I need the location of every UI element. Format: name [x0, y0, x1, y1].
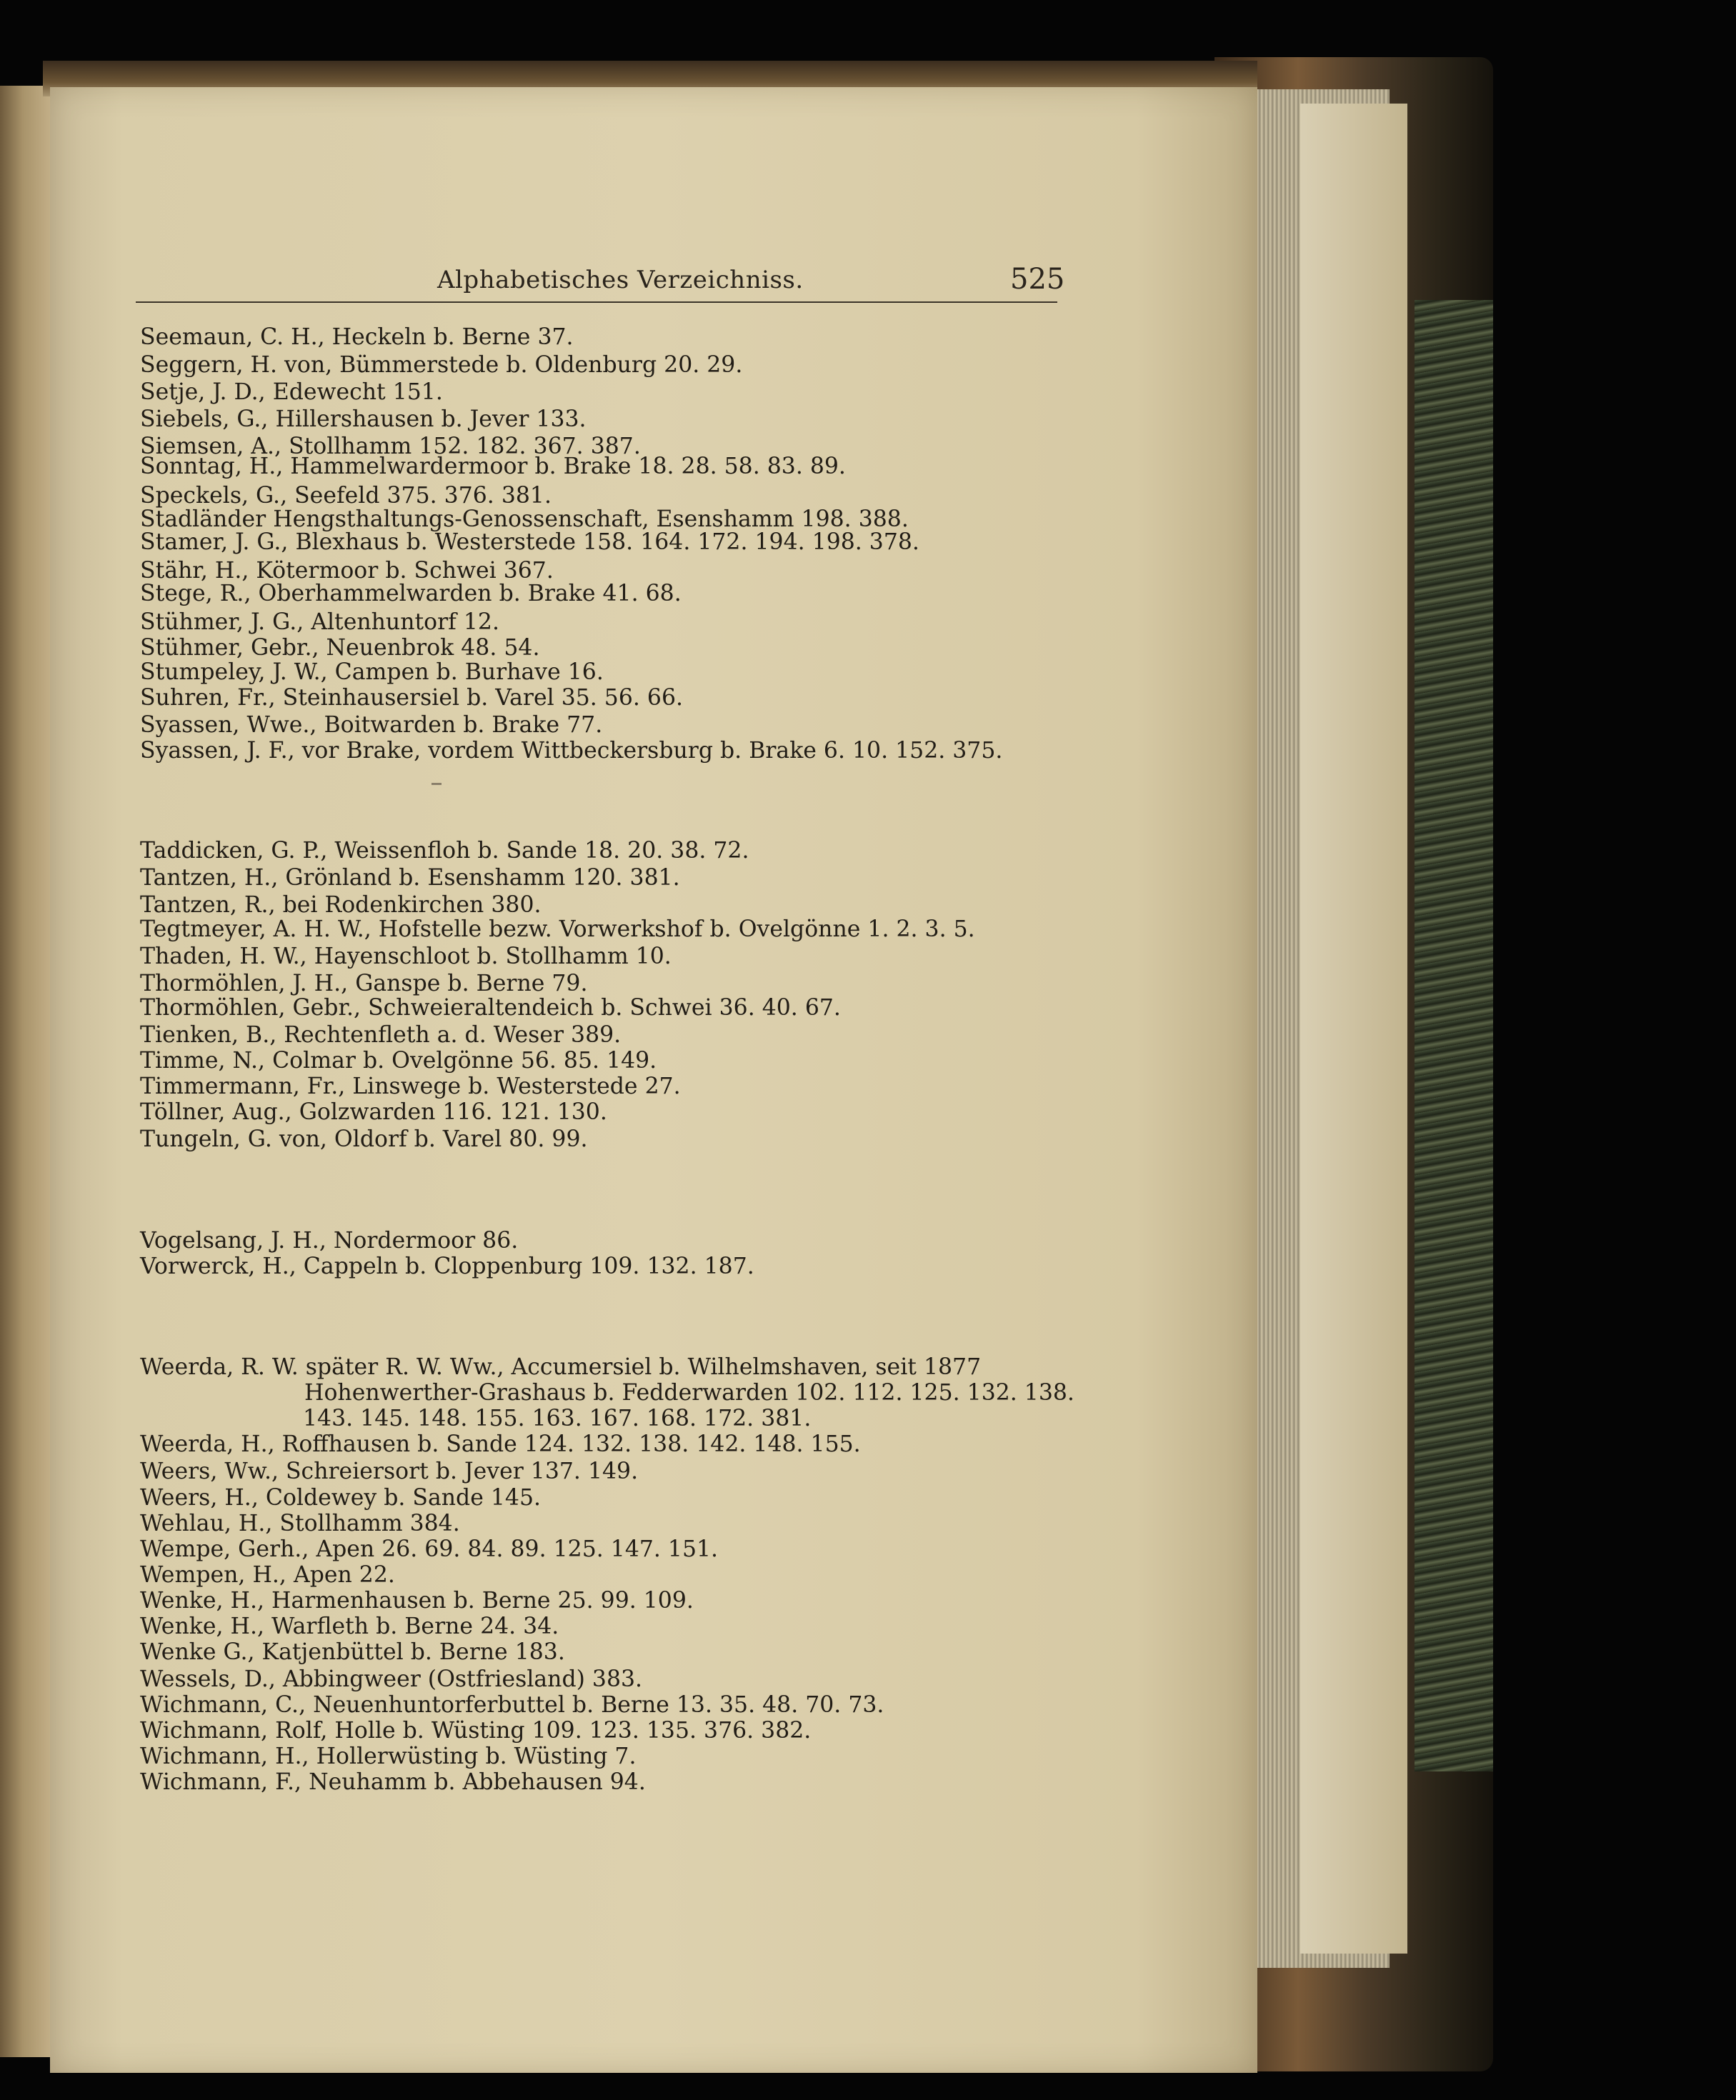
index-entry: Wenke, H., Warfleth b. Berne 24. 34. — [140, 1614, 559, 1639]
index-entry: Suhren, Fr., Steinhausersiel b. Varel 35. 56. 66. — [140, 685, 684, 711]
index-entry: Seemaun, C. H., Heckeln b. Berne 37. — [140, 324, 574, 350]
index-entry-weerda-continued: Hohenwerther-Grashaus b. Fedderwarden 102. 112. 125. 132. 138. — [304, 1380, 1074, 1406]
index-entry: Timme, N., Colmar b. Ovelgönne 56. 85. 149. — [140, 1048, 657, 1074]
index-entry: Thaden, H. W., Hayenschloot b. Stollhamm 10. — [140, 944, 672, 969]
index-entry: Wichmann, C., Neuenhuntorferbuttel b. Berne 13. 35. 48. 70. 73. — [140, 1692, 884, 1718]
adjacent-page-edge — [1300, 104, 1407, 1954]
index-entry: Weerda, H., Roffhausen b. Sande 124. 132. 138. 142. 148. 155. — [140, 1431, 861, 1457]
page-number: 525 — [1010, 263, 1065, 296]
index-entry: Stühmer, J. G., Altenhuntorf 12. — [140, 609, 499, 635]
print-mark — [431, 783, 442, 785]
marbled-cover — [1415, 300, 1493, 1771]
index-entry: Syassen, J. F., vor Brake, vordem Wittbeckersburg b. Brake 6. 10. 152. 375. — [140, 738, 1003, 764]
index-entry: Tantzen, H., Grönland b. Esenshamm 120. 381. — [140, 865, 680, 891]
index-entry: Taddicken, G. P., Weissenfloh b. Sande 18. 20. 38. 72. — [140, 838, 749, 864]
index-entry: Stadländer Hengsthaltungs-Genossenschaft, Esenshamm 198. 388. — [140, 506, 909, 532]
index-entry: Weers, Ww., Schreiersort b. Jever 137. 149. — [140, 1459, 639, 1484]
index-entry: Stühmer, Gebr., Neuenbrok 48. 54. — [140, 635, 540, 661]
index-entry: Wehlau, H., Stollhamm 384. — [140, 1511, 460, 1536]
index-entry: Stege, R., Oberhammelwarden b. Brake 41. 68. — [140, 581, 682, 606]
index-entry: Siebels, G., Hillershausen b. Jever 133. — [140, 406, 587, 432]
index-entry: Weers, H., Coldewey b. Sande 145. — [140, 1485, 542, 1511]
index-entry: Thormöhlen, J. H., Ganspe b. Berne 79. — [140, 971, 588, 996]
index-entry: Tienken, B., Rechtenfleth a. d. Weser 389. — [140, 1022, 622, 1048]
index-entry: Stamer, J. G., Blexhaus b. Westerstede 158. 164. 172. 194. 198. 378. — [140, 529, 919, 555]
index-entry: Stähr, H., Kötermoor b. Schwei 367. — [140, 558, 554, 584]
index-entry: Stumpeley, J. W., Campen b. Burhave 16. — [140, 659, 604, 685]
index-entry: Timmermann, Fr., Linswege b. Westerstede 27. — [140, 1074, 681, 1099]
index-entry: Töllner, Aug., Golzwarden 116. 121. 130. — [140, 1099, 607, 1125]
index-entry: Wempen, H., Apen 22. — [140, 1562, 395, 1588]
index-entry: Tantzen, R., bei Rodenkirchen 380. — [140, 892, 542, 918]
index-entry: Speckels, G., Seefeld 375. 376. 381. — [140, 483, 552, 509]
index-entry: Vorwerck, H., Cappeln b. Cloppenburg 109. 132. 187. — [140, 1254, 754, 1279]
index-entry-weerda-continued: 143. 145. 148. 155. 163. 167. 168. 172. 381. — [303, 1406, 812, 1431]
index-entry: Wichmann, F., Neuhamm b. Abbehausen 94. — [140, 1769, 646, 1795]
index-entry: Tegtmeyer, A. H. W., Hofstelle bezw. Vorwerkshof b. Ovelgönne 1. 2. 3. 5. — [140, 916, 975, 942]
index-entry: Thormöhlen, Gebr., Schweieraltendeich b. Schwei 36. 40. 67. — [140, 995, 841, 1021]
running-header: Alphabetisches Verzeichniss. — [437, 266, 804, 294]
index-entry: Wessels, D., Abbingweer (Ostfriesland) 383. — [140, 1666, 643, 1692]
index-entry: Syassen, Wwe., Boitwarden b. Brake 77. — [140, 712, 603, 738]
index-entry: Wempe, Gerh., Apen 26. 69. 84. 89. 125. 147. 151. — [140, 1536, 719, 1562]
index-entry: Tungeln, G. von, Oldorf b. Varel 80. 99. — [140, 1126, 588, 1152]
index-entry: Wenke, H., Harmenhausen b. Berne 25. 99. 109. — [140, 1588, 694, 1614]
index-entry: Wenke G., Katjenbüttel b. Berne 183. — [140, 1639, 565, 1665]
index-entry-weerda: Weerda, R. W. später R. W. Ww., Accumersiel b. Wilhelmshaven, seit 1877 — [140, 1354, 982, 1380]
index-entry: Wichmann, Rolf, Holle b. Wüsting 109. 123. 135. 376. 382. — [140, 1718, 812, 1744]
index-entry: Vogelsang, J. H., Nordermoor 86. — [140, 1228, 519, 1254]
left-page-edge — [0, 86, 57, 2057]
index-entry: Wichmann, H., Hollerwüsting b. Wüsting 7. — [140, 1744, 637, 1769]
index-entry: Seggern, H. von, Bümmerstede b. Oldenburg 20. 29. — [140, 352, 743, 378]
index-entry: Sonntag, H., Hammelwardermoor b. Brake 18. 28. 58. 83. 89. — [140, 454, 846, 479]
index-entry: Siemsen, A., Stollhamm 152. 182. 367. 387. — [140, 434, 641, 459]
header-rule — [136, 301, 1057, 303]
index-entry: Setje, J. D., Edewecht 151. — [140, 379, 443, 405]
